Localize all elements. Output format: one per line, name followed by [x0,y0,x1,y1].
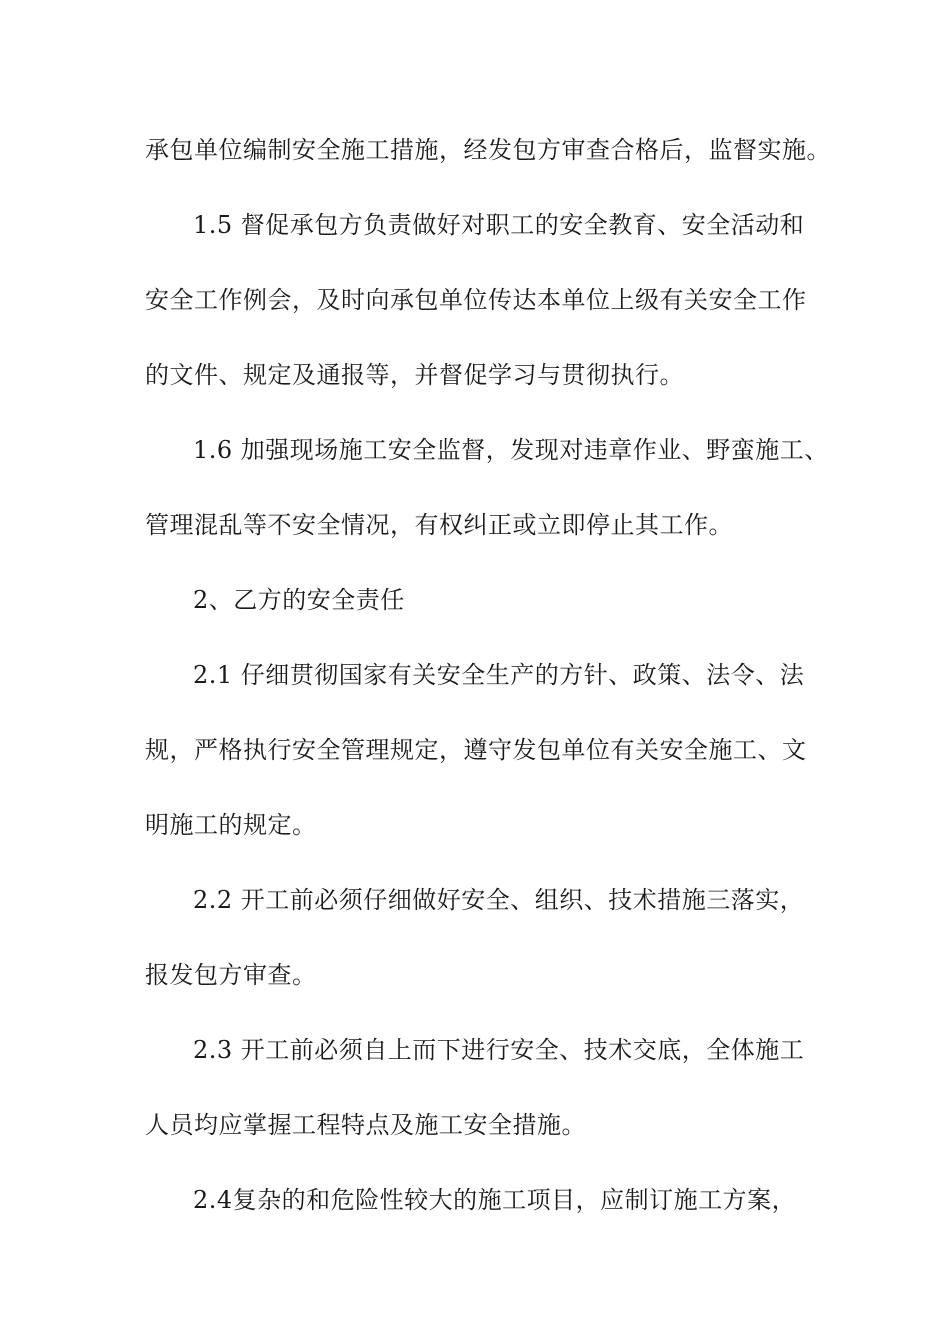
text-line: 2.3 开工前必须自上而下进行安全、技术交底，全体施工 [193,1036,805,1064]
section-heading: 2、乙方的安全责任 [193,586,405,614]
text-line: 1.6 加强现场施工安全监督，发现对违章作业、野蛮施工、 [193,436,829,464]
text-line: 人员均应掌握工程特点及施工安全措施。 [145,1111,586,1139]
text-line: 明施工的规定。 [145,811,317,839]
text-line: 规，严格执行安全管理规定，遵守发包单位有关安全施工、文 [145,736,807,764]
text-line: 安全工作例会，及时向承包单位传达本单位上级有关安全工作 [145,286,807,314]
text-line: 管理混乱等不安全情况，有权纠正或立即停止其工作。 [145,511,733,539]
text-line: 报发包方审查。 [145,961,317,989]
text-line: 2.4复杂的和危险性较大的施工项目，应制订施工方案， [193,1186,797,1214]
text-line: 2.1 仔细贯彻国家有关安全生产的方针、政策、法令、法 [193,661,805,689]
text-line: 2.2 开工前必须仔细做好安全、组织、技术措施三落实， [193,886,805,914]
text-line: 的文件、规定及通报等，并督促学习与贯彻执行。 [145,361,684,389]
text-line: 1.5 督促承包方负责做好对职工的安全教育、安全活动和 [193,211,805,239]
text-line: 承包单位编制安全施工措施，经发包方审查合格后，监督实施。 [145,136,831,164]
